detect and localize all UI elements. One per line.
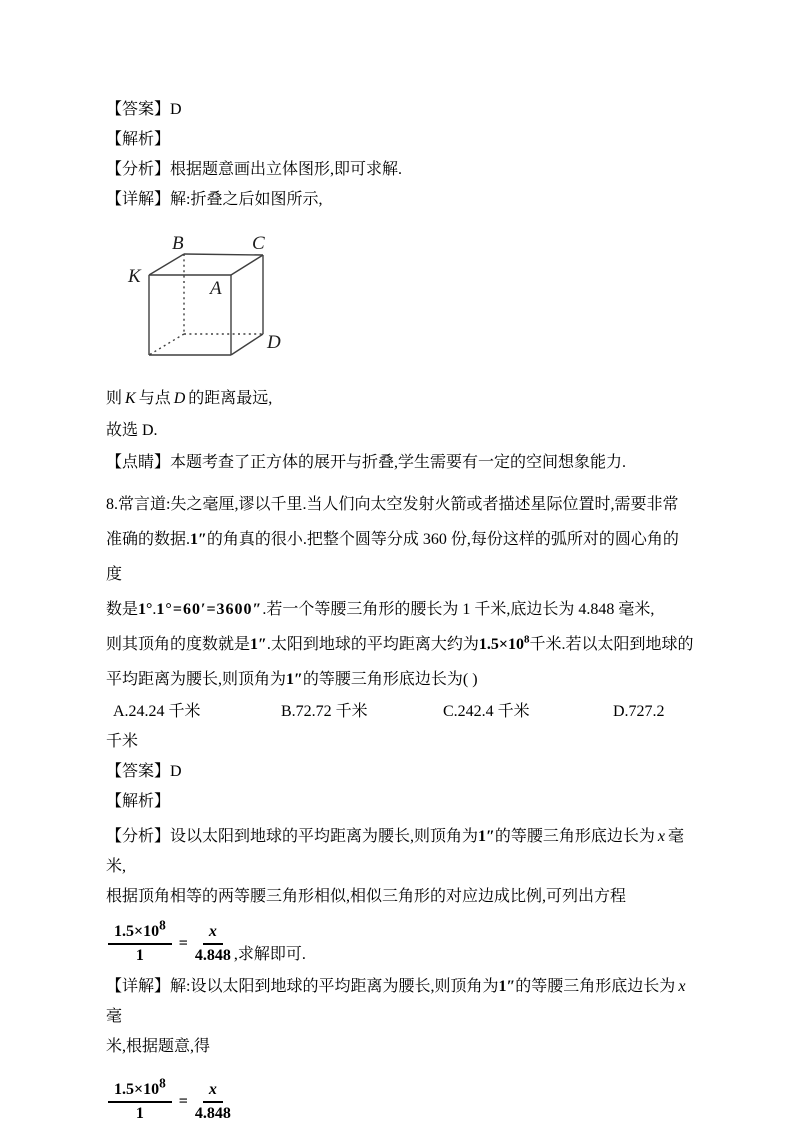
degree-minute-second-equation: 1°=60′=3600″: [156, 601, 263, 618]
fenxi-b: 的等腰三角形底边长为: [494, 828, 655, 845]
distance-exponent: 8: [524, 633, 530, 646]
conclusion-line: [106, 383, 694, 415]
one-arcsecond: 1″: [286, 671, 303, 688]
choice-line-q7: 故选 D.: [106, 422, 158, 439]
option-d: D.727.2: [613, 703, 665, 720]
proportion-equation-1: [108, 917, 694, 966]
q8-line-5: [106, 662, 694, 697]
vertex-label-c: C: [252, 233, 265, 254]
conclusion-mid: 与点: [138, 390, 171, 407]
q8-l3b: .若一个等腰三角形的腰长为 1 千米,底边长为 4.848 毫米,: [262, 601, 655, 618]
answer-line-q8: [106, 757, 694, 787]
fraction-right: [195, 922, 231, 966]
fraction-left: [108, 1075, 172, 1124]
numerator-exponent: 8: [159, 917, 166, 933]
q8-l3a: 数是: [106, 601, 139, 618]
fraction-right: [195, 1080, 231, 1124]
math-var-x: x: [678, 978, 686, 995]
conclusion-post: 的距离最远,: [188, 390, 273, 407]
q8-fenxi-paragraph: [106, 822, 694, 912]
numerator-exponent: 8: [159, 1075, 166, 1091]
fraction-denominator: 1: [135, 1105, 144, 1122]
one-arcsecond: 1″: [190, 531, 207, 548]
one-degree: 1°: [138, 601, 153, 618]
jiexi-label: 【解析】: [106, 131, 171, 148]
q8-xiangjie-paragraph: [106, 972, 694, 1062]
dianjing-line-q7: 【点睛】本题考查了正方体的展开与折叠,学生需要有一定的空间想象能力.: [106, 454, 627, 471]
math-var-k: K: [125, 390, 136, 407]
xiangjie-line-1: [106, 972, 694, 1032]
equation-tail: ,求解即可.: [233, 946, 306, 963]
vertex-label-d: D: [267, 332, 281, 353]
answer-value: D: [170, 101, 182, 118]
option-b: B.72.72 千米: [281, 703, 368, 720]
cube-svg: [122, 227, 302, 375]
xiangjie-line-2: 米,根据题意,得: [106, 1038, 211, 1055]
q7-conclusion-block: [106, 383, 694, 479]
one-arcsecond: 1″: [498, 978, 516, 995]
fraction-left: [108, 917, 172, 966]
q8-l2a: 准确的数据.: [106, 531, 191, 548]
answer-value: D: [170, 763, 182, 780]
fraction-denominator: 4.848: [194, 1105, 231, 1122]
fraction-denominator: 1: [135, 947, 144, 964]
xiangjie-line-q7: 【详解】解:折叠之后如图所示,: [106, 191, 323, 208]
math-var-x: x: [657, 828, 665, 845]
option-d-wrap: 千米: [106, 733, 139, 750]
option-a: A.24.24 千米: [113, 703, 201, 720]
question-8: [106, 487, 694, 697]
q8-l5a: 平均距离为腰长,则顶角为: [106, 671, 287, 688]
q8-dot: .: [152, 601, 157, 618]
q8-l4a: 则其顶角的度数就是: [106, 636, 251, 653]
numerator-base: 1.5×10: [114, 1081, 160, 1098]
answer-label: 【答案】: [106, 101, 171, 118]
fraction-numerator: [108, 917, 172, 945]
numerator-base: 1.5×10: [114, 923, 160, 940]
vertex-label-k: K: [128, 266, 141, 287]
fraction-numerator: [108, 1075, 172, 1103]
vertex-label-b: B: [172, 233, 184, 254]
one-arcsecond: 1″: [478, 828, 495, 845]
option-c: C.242.4 千米: [443, 703, 530, 720]
vertex-label-a: A: [210, 278, 222, 299]
fenxi-line-q7: 【分析】根据题意画出立体图形,即可求解.: [106, 161, 403, 178]
q8-l4b: .太阳到地球的平均距离大约为: [266, 636, 479, 653]
xiangjie-a: 【详解】解:设以太阳到地球的平均距离为腰长,则顶角为: [106, 978, 499, 995]
fenxi-c: 毫米,: [106, 828, 684, 875]
math-var-d: D: [173, 390, 186, 407]
equals-sign: =: [178, 1093, 188, 1110]
fraction-denominator: 4.848: [194, 947, 231, 964]
fraction-numerator: x: [203, 1080, 223, 1103]
conclusion-pre: 则: [106, 390, 123, 407]
q8-l5b: 的等腰三角形底边长为( ): [302, 671, 478, 688]
xiangjie-b: 的等腰三角形底边长为: [515, 978, 676, 995]
q8-line-1: 8.常言道:失之毫厘,谬以千里.当人们向太空发射火箭或者描述星际位置时,需要非常: [106, 496, 679, 513]
jiexi-header-q8: [106, 787, 694, 817]
answer-line-q7: [106, 95, 694, 125]
fraction-numerator: x: [203, 922, 223, 945]
cube-figure: [122, 227, 302, 375]
proportion-equation-2: [108, 1075, 694, 1124]
equals-sign: =: [178, 935, 188, 952]
one-arcsecond: 1″: [250, 636, 267, 653]
jiexi-header-q7: [106, 125, 694, 155]
q8-l2b: 的角真的很小.把整个圆等分成 360 份,每份这样的弧所对的圆心角的度: [106, 531, 679, 583]
jiexi-label: 【解析】: [106, 793, 171, 810]
fenxi-line-1: [106, 822, 694, 882]
q8-line-2: [106, 522, 694, 592]
xiangjie-c: 毫: [106, 1008, 123, 1025]
q8-line-3: [106, 592, 694, 627]
fenxi-line-2: 根据顶角相等的两等腰三角形相似,相似三角形的对应边成比例,可列出方程: [106, 888, 627, 905]
q8-line-4: [106, 627, 694, 662]
q8-l4c: 千米.若以太阳到地球的: [529, 636, 694, 653]
answer-label: 【答案】: [106, 763, 171, 780]
options-row: [106, 697, 694, 727]
distance-value: 1.5×10: [478, 636, 524, 653]
fenxi-a: 【分析】设以太阳到地球的平均距离为腰长,则顶角为: [106, 828, 479, 845]
